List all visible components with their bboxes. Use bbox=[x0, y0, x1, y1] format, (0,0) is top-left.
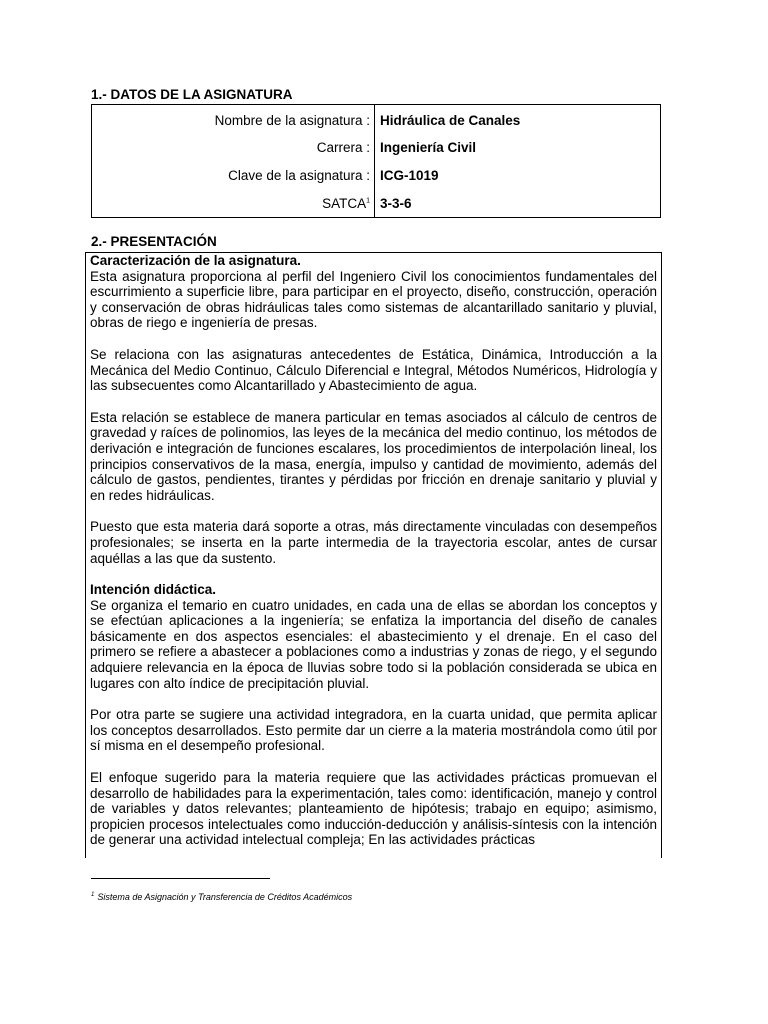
presentation-box bbox=[85, 252, 662, 858]
row-label bbox=[322, 196, 370, 211]
row-label: Carrera : bbox=[316, 140, 370, 155]
footnote bbox=[91, 892, 352, 902]
paragraph-1: Esta asignatura proporciona al perfil del Ingeniero Civil los conocimientos fundamentales del escurrimiento a superficie libre, para participar en el proyecto, diseño, construcción, operación y conservación de obras hidráulicas tales como sistemas de alcantarillado sanitario y pluvial, obras de riego e ingeniería de presas. bbox=[90, 268, 657, 331]
subject-data-table bbox=[91, 104, 661, 218]
caracterizacion-title: Caracterización de la asignatura. bbox=[90, 253, 301, 268]
section-heading-presentacion: 2.- PRESENTACIÓN bbox=[91, 234, 217, 249]
table-row-satca bbox=[92, 196, 660, 216]
row-label: Nombre de la asignatura : bbox=[214, 113, 370, 128]
row-value: Ingeniería Civil bbox=[380, 140, 477, 155]
row-value: Hidráulica de Canales bbox=[380, 113, 521, 128]
table-row-clave bbox=[92, 168, 660, 188]
paragraph-4: Puesto que esta materia dará soporte a otras, más directamente vinculadas con desempeños profesionales; se inserta en la parte intermedia de la trayectoria escolar, antes de cursar aquéllas a las que da sustento. bbox=[90, 519, 657, 566]
paragraph-2: Se relaciona con las asignaturas antecedentes de Estática, Dinámica, Introducción a la Mecánica del Medio Continuo, Cálculo Diferencial e Integral, Métodos Numéricos, Hidrología y las subsecuentes como Alcantarillado y Abastecimiento de agua. bbox=[90, 346, 657, 394]
paragraph-6: Por otra parte se sugiere una actividad integradora, en la cuarta unidad, que permita aplicar los conceptos desarrollados. Esto permite dar un cierre a la materia mostrándola como útil por sí misma en el desempeño profesional. bbox=[90, 707, 657, 754]
satca-label-text: SATCA bbox=[322, 196, 367, 211]
footnote-mark: 1 bbox=[91, 892, 95, 898]
table-row-carrera bbox=[92, 140, 660, 160]
row-label: Clave de la asignatura : bbox=[228, 168, 370, 183]
row-value: ICG-1019 bbox=[380, 168, 439, 183]
paragraph-5: Se organiza el temario en cuatro unidades, en cada una de ellas se abordan los conceptos y se efectúan aplicaciones a la ingeniería; se enfatiza la importancia del diseño de canales básicamente en dos aspectos esenciales: el abastecimiento y el drenaje. En el caso del primero se refiere a abastecer a poblaciones como a industrias y zonas de riego, y el segundo adquiere relevancia en la época de lluvias sobre todo si la población considerada se ubica en lugares con alto índice de precipitación pluvial. bbox=[90, 597, 657, 691]
footnote-separator bbox=[91, 878, 270, 879]
intencion-title: Intención didáctica. bbox=[90, 582, 217, 598]
table-row-nombre bbox=[92, 113, 660, 133]
footnote-reference: 1 bbox=[366, 197, 370, 205]
paragraph-7: El enfoque sugerido para la materia requiere que las actividades prácticas promuevan el desarrollo de habilidades para la experimentación, tales como: identificación, manejo y control de variables y datos relevantes; planteamiento de hipótesis; trabajo en equipo; asimismo, propicien procesos intelectuales como inducción-deducción y análisis-síntesis con la intención de generar una actividad intelectual compleja; En las actividades prácticas bbox=[90, 770, 657, 848]
footnote-text: Sistema de Asignación y Transferencia de Créditos Académicos bbox=[97, 892, 353, 902]
paragraph-3: Esta relación se establece de manera particular en temas asociados al cálculo de centros de gravedad y raíces de polinomios, las leyes de la mecánica del medio continuo, los métodos de derivación e integración de funciones escalares, los procedimientos de interpolación lineal, los principios conservativos de la masa, energía, impulso y cantidad de movimiento, además del cálculo de gastos, pendientes, tirantes y pérdidas por fricción en drenaje sanitario y pluvial y en redes hidráulicas. bbox=[90, 409, 657, 503]
row-value: 3-3-6 bbox=[380, 196, 412, 211]
section-heading-datos: 1.- DATOS DE LA ASIGNATURA bbox=[91, 87, 293, 102]
